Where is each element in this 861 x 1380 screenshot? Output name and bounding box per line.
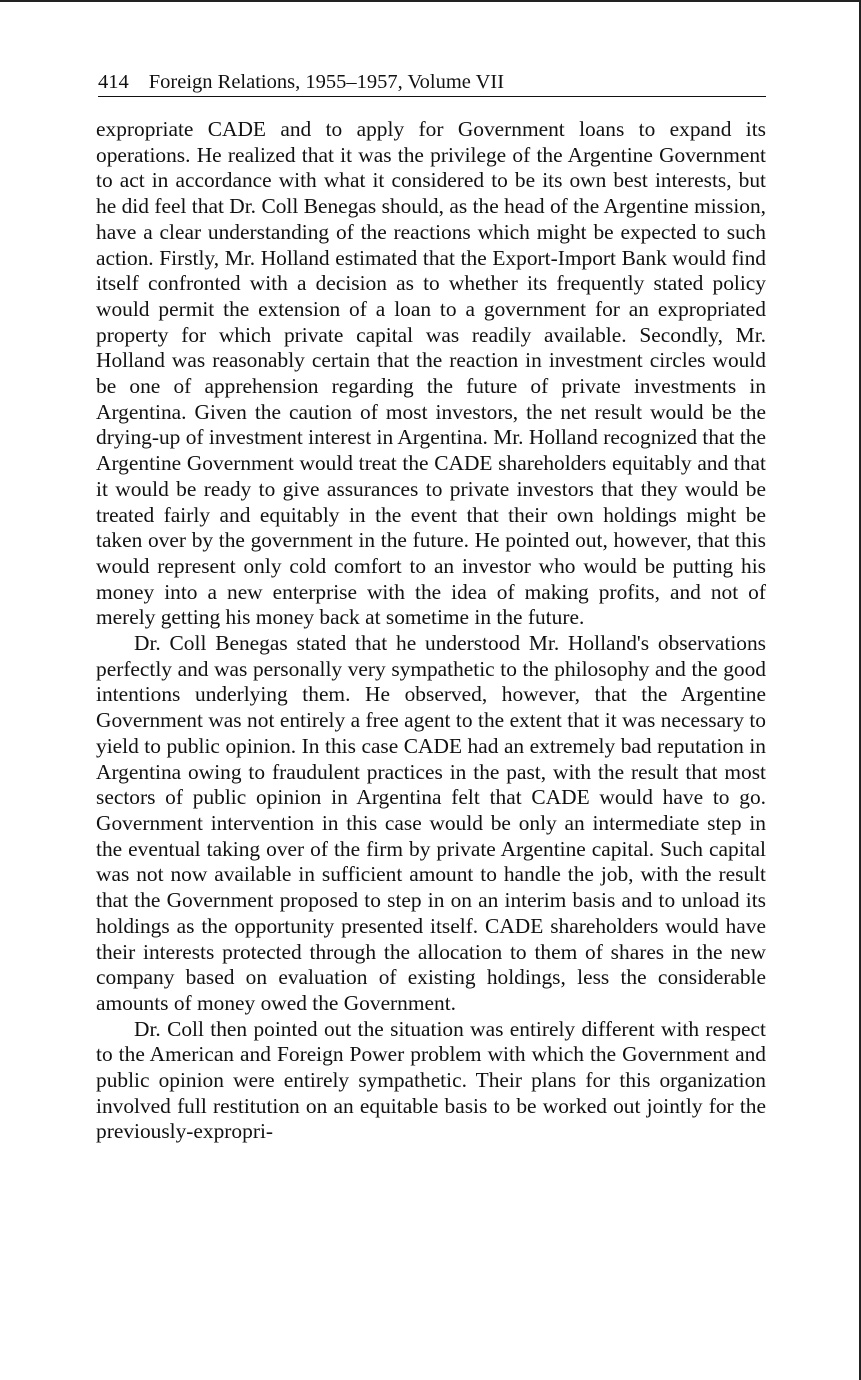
running-title: Foreign Relations, 1955–1957, Volume VII: [148, 71, 505, 93]
paragraph: Dr. Coll then pointed out the situation was entirely different with respect to the American and Foreign Power problem with which the Government and public opinion were entirely sympathetic. Their plans for this organization involved full restitution on an equitable basis to be worked out jointly for the previously-expropri-: [96, 1016, 766, 1144]
paragraph-continued: expropriate CADE and to apply for Government loans to expand its operations. He realized that it was the privilege of the Argentine Government to act in accordance with what it considered to be its own best interests, but he did feel that Dr. Coll Benegas should, as the head of the Argentine mission, have a clear understanding of the reactions which might be expected to such action. Firstly, Mr. Holland estimated that the Export-Import Bank would find itself confronted with a decision as to whether its frequently stated policy would permit the extension of a loan to a government for an expropriated property for which private capital was readily available. Secondly, Mr. Holland was reasonably certain that the reaction in investment circles would be one of apprehension regarding the future of private investments in Argentina. Given the caution of most investors, the net result would be the drying-up of investment interest in Argentina. Mr. Holland recognized that the Argentine Government would treat the CADE shareholders equitably and that it would be ready to give assurances to private investors that they would be treated fairly and equitably in the event that their own holdings might be taken over by the government in the future. He pointed out, however, that this would represent only cold comfort to an investor who would be putting his money into a new enterprise with the idea of making profits, and not of merely getting his money back at sometime in the future.: [96, 117, 766, 630]
running-head: [98, 70, 766, 97]
paragraph: Dr. Coll Benegas stated that he understood Mr. Holland's observations perfectly and was personally very sympathetic to the philosophy and the good intentions underlying them. He observed, however, that the Argentine Government was not entirely a free agent to the extent that it was necessary to yield to public opinion. In this case CADE had an extremely bad reputation in Argentina owing to fraudulent practices in the past, with the result that most sectors of public opinion in Argentina felt that CADE would have to go. Government intervention in this case would be only an intermediate step in the eventual taking over of the firm by private Argentine capital. Such capital was not now available in sufficient amount to handle the job, with the result that the Government proposed to step in on an interim basis and to unload its holdings as the opportunity presented itself. CADE shareholders would have their interests protected through the allocation to them of shares in the new company based on evaluation of existing holdings, less the considerable amounts of money owed the Government.: [96, 631, 766, 1015]
top-border-line: [0, 0, 861, 2]
page-number: 414: [98, 71, 129, 93]
body-text: [96, 117, 766, 1145]
